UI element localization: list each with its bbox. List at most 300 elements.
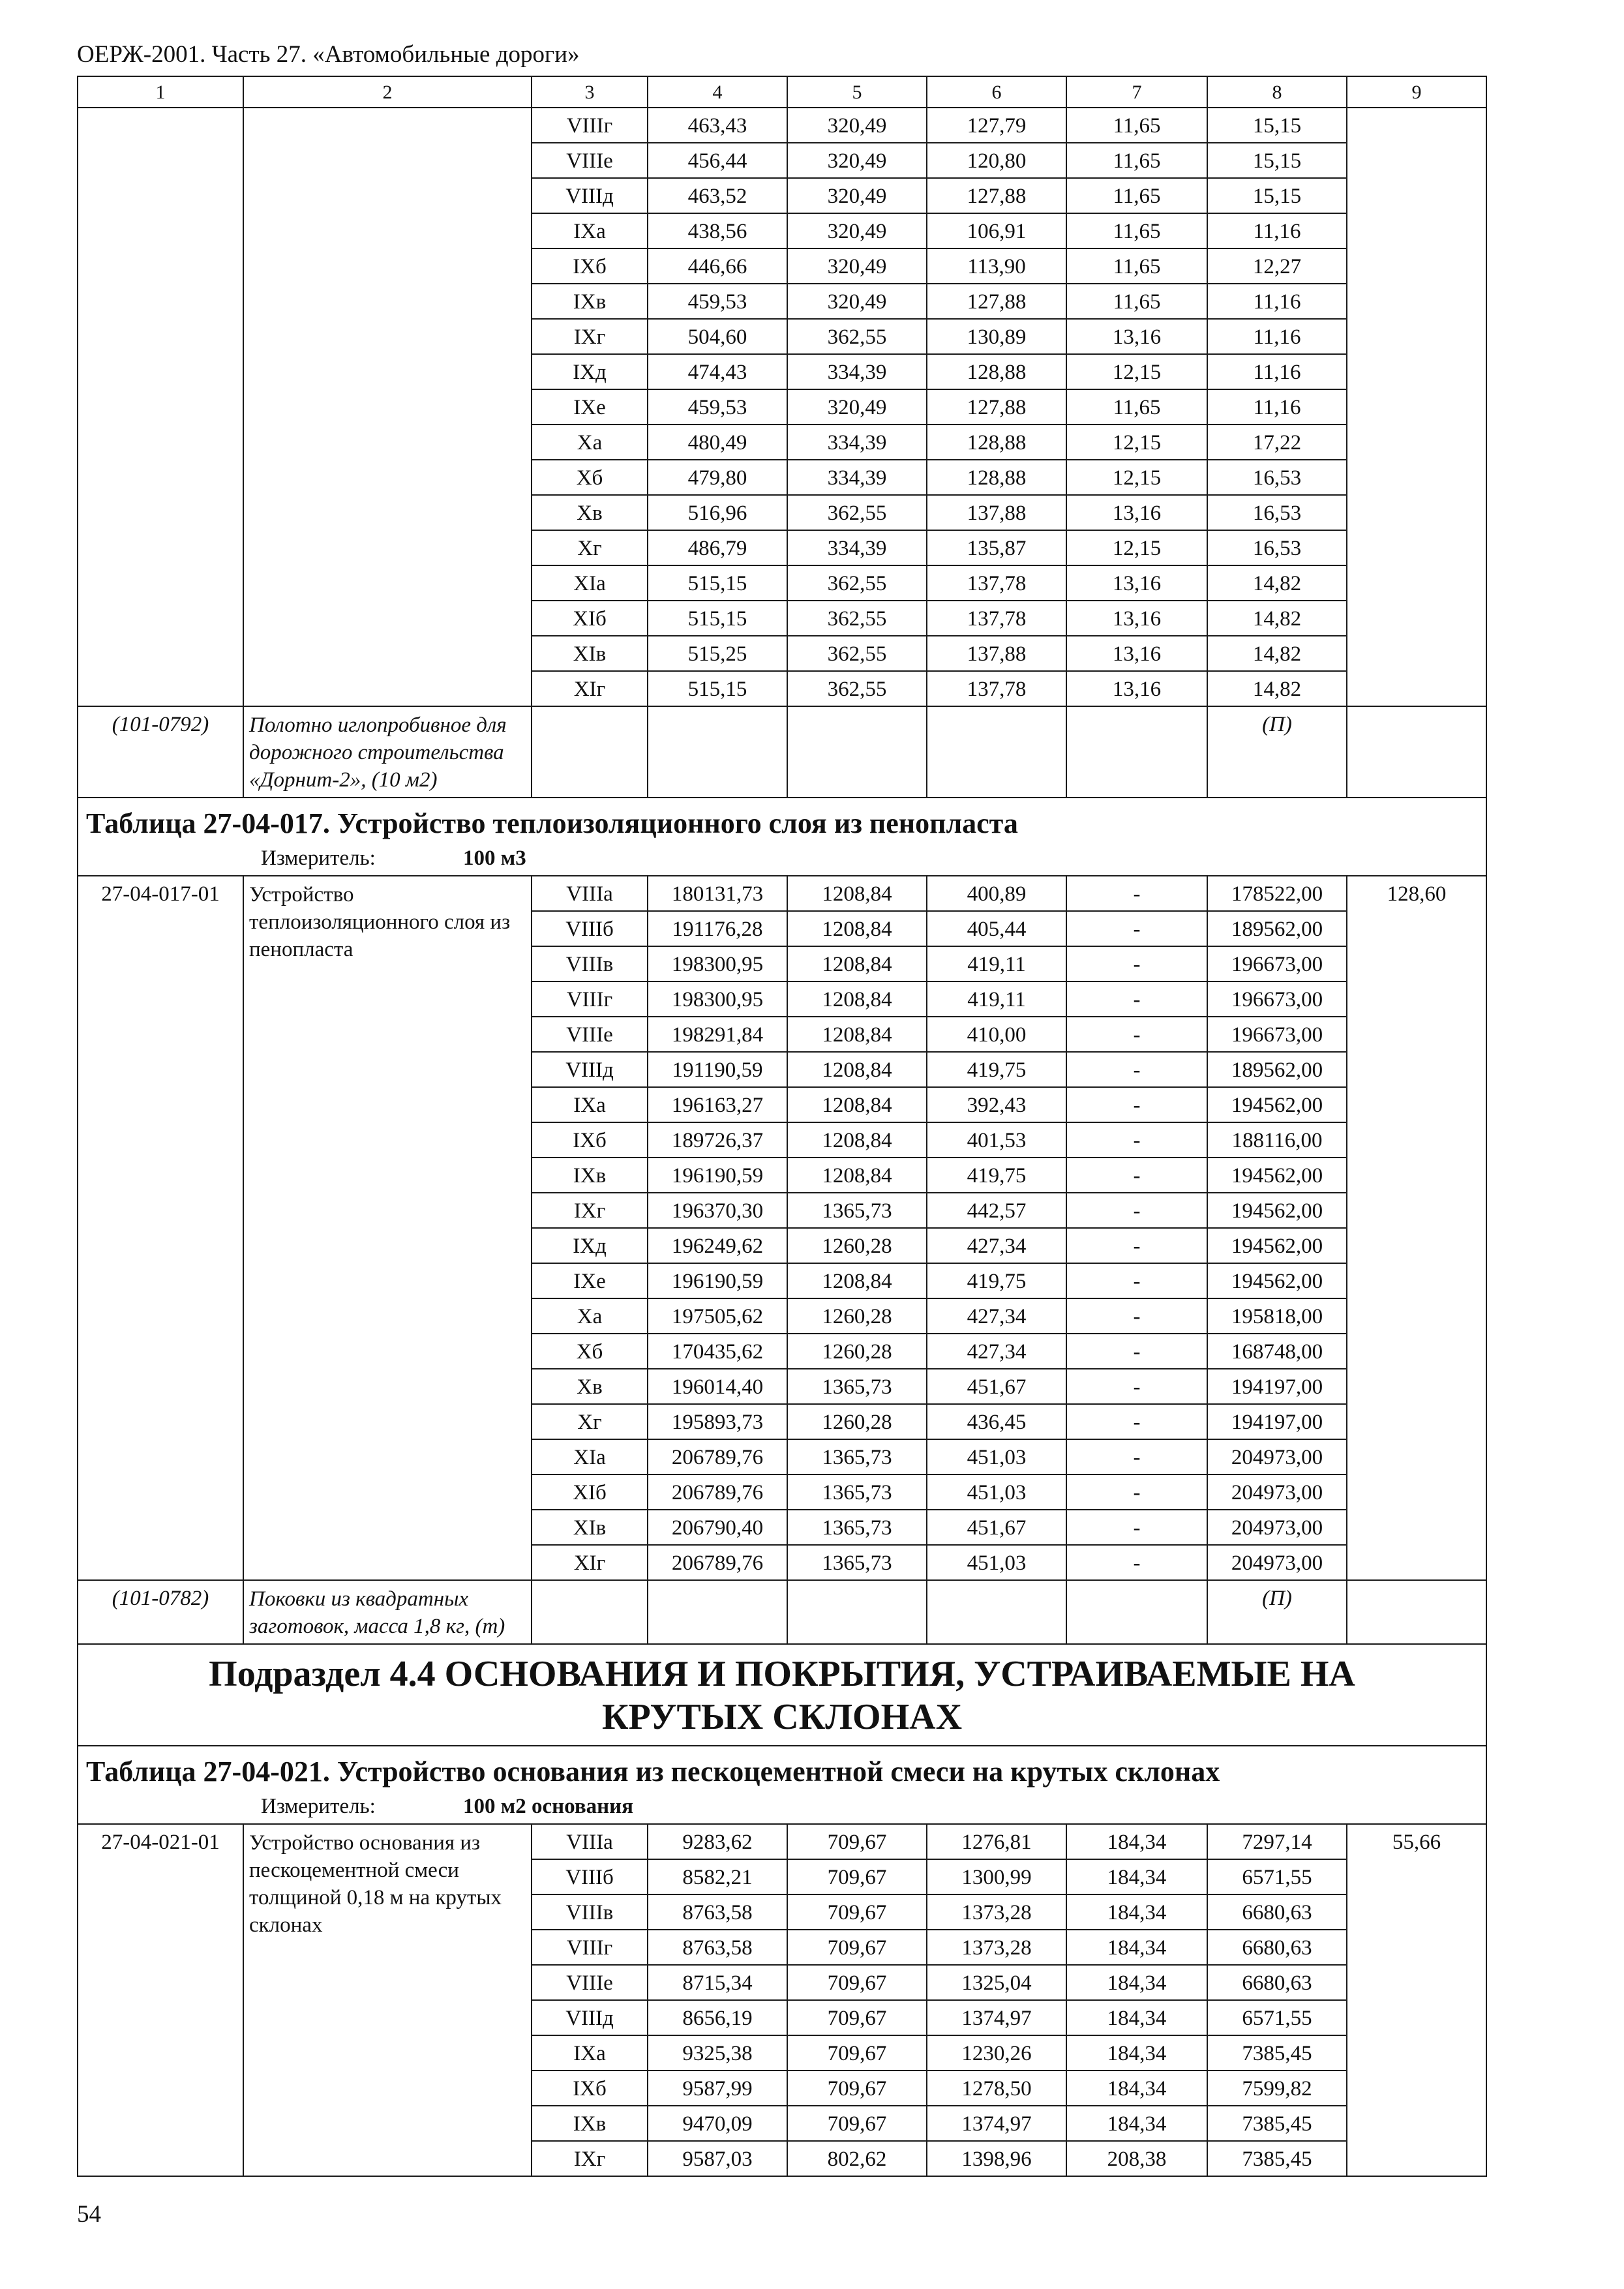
machine-cost-cell: 1300,99 xyxy=(927,1859,1066,1894)
wages-cell: 320,49 xyxy=(787,213,927,248)
machine-cost-cell: 436,45 xyxy=(927,1404,1066,1439)
machine-cost-cell: 1373,28 xyxy=(927,1930,1066,1965)
machinist-wages-cell: - xyxy=(1066,1334,1207,1369)
machinist-wages-cell: 184,34 xyxy=(1066,2035,1207,2071)
labor-cost-cell xyxy=(1347,108,1486,706)
direct-cost-cell: 463,52 xyxy=(648,178,787,213)
machinist-wages-cell: 12,15 xyxy=(1066,354,1207,389)
labor-cost-cell: 55,66 xyxy=(1347,1824,1486,2176)
column-number: 3 xyxy=(532,76,648,108)
rate-description xyxy=(243,108,532,706)
machine-cost-cell: 137,78 xyxy=(927,601,1066,636)
section-heading-row xyxy=(78,1644,1486,1746)
machinist-wages-cell: 184,34 xyxy=(1066,1965,1207,2000)
machine-cost-cell: 419,11 xyxy=(927,946,1066,981)
materials-cell: 168748,00 xyxy=(1207,1334,1347,1369)
region-cell: XIб xyxy=(532,1474,648,1510)
rate-description: Устройство основания из пескоцементной смеси толщиной 0,18 м на крутых склонах xyxy=(243,1824,532,2176)
materials-cell: 194197,00 xyxy=(1207,1369,1347,1404)
machine-cost-cell: 427,34 xyxy=(927,1334,1066,1369)
wages-cell: 362,55 xyxy=(787,601,927,636)
machine-cost-cell: 130,89 xyxy=(927,319,1066,354)
machine-cost-cell: 127,88 xyxy=(927,389,1066,425)
empty-cell xyxy=(532,706,648,798)
region-cell: XIа xyxy=(532,565,648,601)
materials-cell: 194562,00 xyxy=(1207,1263,1347,1298)
machine-cost-cell: 451,67 xyxy=(927,1510,1066,1545)
table-title: Таблица 27-04-017. Устройство теплоизоляционного слоя из пенопласта xyxy=(78,798,1486,845)
wages-cell: 1208,84 xyxy=(787,911,927,946)
materials-cell: 6680,63 xyxy=(1207,1894,1347,1930)
materials-cell: 7385,45 xyxy=(1207,2106,1347,2141)
materials-cell: 15,15 xyxy=(1207,108,1347,143)
column-number: 2 xyxy=(243,76,532,108)
materials-cell: 6680,63 xyxy=(1207,1965,1347,2000)
materials-cell: 16,53 xyxy=(1207,530,1347,565)
region-cell: IXе xyxy=(532,389,648,425)
direct-cost-cell: 196190,59 xyxy=(648,1263,787,1298)
direct-cost-cell: 9283,62 xyxy=(648,1824,787,1859)
machinist-wages-cell: - xyxy=(1066,1017,1207,1052)
labor-cost-cell: 128,60 xyxy=(1347,876,1486,1580)
running-header: ОЕРЖ-2001. Часть 27. «Автомобильные дороги» xyxy=(77,41,580,68)
region-cell: VIIIд xyxy=(532,2000,648,2035)
machine-cost-cell: 427,34 xyxy=(927,1228,1066,1263)
column-number: 6 xyxy=(927,76,1066,108)
machinist-wages-cell: 13,16 xyxy=(1066,671,1207,706)
materials-cell: 196673,00 xyxy=(1207,946,1347,981)
materials-cell: 17,22 xyxy=(1207,425,1347,460)
wages-cell: 320,49 xyxy=(787,178,927,213)
machinist-wages-cell: 184,34 xyxy=(1066,1894,1207,1930)
region-cell: VIIIб xyxy=(532,911,648,946)
materials-cell: 194562,00 xyxy=(1207,1087,1347,1122)
machinist-wages-cell: - xyxy=(1066,1439,1207,1474)
materials-cell: 195818,00 xyxy=(1207,1298,1347,1334)
direct-cost-cell: 459,53 xyxy=(648,389,787,425)
rate-description: Устройство теплоизоляционного слоя из пенопласта xyxy=(243,876,532,1580)
machinist-wages-cell: 184,34 xyxy=(1066,1930,1207,1965)
wages-cell: 1260,28 xyxy=(787,1228,927,1263)
machinist-wages-cell: - xyxy=(1066,1122,1207,1158)
materials-cell: 189562,00 xyxy=(1207,911,1347,946)
machinist-wages-cell: 11,65 xyxy=(1066,108,1207,143)
materials-cell: 15,15 xyxy=(1207,143,1347,178)
wages-cell: 709,67 xyxy=(787,1965,927,2000)
machine-cost-cell: 427,34 xyxy=(927,1298,1066,1334)
wages-cell: 362,55 xyxy=(787,671,927,706)
wages-cell: 320,49 xyxy=(787,108,927,143)
materials-cell: 196673,00 xyxy=(1207,981,1347,1017)
rate-code: 27-04-021-01 xyxy=(78,1824,243,2176)
machine-cost-cell: 128,88 xyxy=(927,460,1066,495)
unit-value: 100 м3 xyxy=(463,846,526,870)
machinist-wages-cell: - xyxy=(1066,1228,1207,1263)
machine-cost-cell: 419,75 xyxy=(927,1052,1066,1087)
rates-table-body xyxy=(78,76,1486,2176)
machine-cost-cell: 127,79 xyxy=(927,108,1066,143)
material-note-row xyxy=(78,1580,1486,1644)
direct-cost-cell: 206789,76 xyxy=(648,1545,787,1580)
direct-cost-cell: 8763,58 xyxy=(648,1930,787,1965)
machinist-wages-cell: - xyxy=(1066,1263,1207,1298)
region-cell: Xа xyxy=(532,425,648,460)
direct-cost-cell: 456,44 xyxy=(648,143,787,178)
region-cell: XIб xyxy=(532,601,648,636)
machinist-wages-cell: 11,65 xyxy=(1066,284,1207,319)
machine-cost-cell: 113,90 xyxy=(927,248,1066,284)
machinist-wages-cell: - xyxy=(1066,876,1207,911)
direct-cost-cell: 9587,99 xyxy=(648,2071,787,2106)
materials-cell: 6680,63 xyxy=(1207,1930,1347,1965)
machine-cost-cell: 137,78 xyxy=(927,671,1066,706)
materials-cell: 204973,00 xyxy=(1207,1474,1347,1510)
materials-cell: 14,82 xyxy=(1207,636,1347,671)
direct-cost-cell: 198300,95 xyxy=(648,946,787,981)
direct-cost-cell: 206789,76 xyxy=(648,1474,787,1510)
wages-cell: 1365,73 xyxy=(787,1510,927,1545)
machinist-wages-cell: 13,16 xyxy=(1066,319,1207,354)
machine-cost-cell: 1325,04 xyxy=(927,1965,1066,2000)
empty-cell xyxy=(787,706,927,798)
region-cell: XIа xyxy=(532,1439,648,1474)
empty-cell xyxy=(1347,1580,1486,1644)
direct-cost-cell: 8763,58 xyxy=(648,1894,787,1930)
machinist-wages-cell: - xyxy=(1066,911,1207,946)
direct-cost-cell: 486,79 xyxy=(648,530,787,565)
direct-cost-cell: 8582,21 xyxy=(648,1859,787,1894)
direct-cost-cell: 9587,03 xyxy=(648,2141,787,2176)
direct-cost-cell: 459,53 xyxy=(648,284,787,319)
table-row xyxy=(78,108,1486,143)
unit-value: 100 м2 основания xyxy=(463,1795,634,1818)
material-code: (101-0792) xyxy=(78,706,243,798)
materials-cell: 11,16 xyxy=(1207,319,1347,354)
materials-cell: 196673,00 xyxy=(1207,1017,1347,1052)
column-number: 4 xyxy=(648,76,787,108)
materials-cell: 12,27 xyxy=(1207,248,1347,284)
machine-cost-cell: 451,03 xyxy=(927,1439,1066,1474)
direct-cost-cell: 189726,37 xyxy=(648,1122,787,1158)
wages-cell: 1260,28 xyxy=(787,1404,927,1439)
machine-cost-cell: 1276,81 xyxy=(927,1824,1066,1859)
region-cell: Xб xyxy=(532,460,648,495)
wages-cell: 1365,73 xyxy=(787,1545,927,1580)
direct-cost-cell: 198291,84 xyxy=(648,1017,787,1052)
direct-cost-cell: 197505,62 xyxy=(648,1298,787,1334)
region-cell: XIг xyxy=(532,671,648,706)
material-class: (П) xyxy=(1207,1580,1347,1644)
wages-cell: 1365,73 xyxy=(787,1474,927,1510)
material-description: Поковки из квадратных заготовок, масса 1,8 кг, (т) xyxy=(243,1580,532,1644)
region-cell: VIIIд xyxy=(532,1052,648,1087)
materials-cell: 14,82 xyxy=(1207,601,1347,636)
direct-cost-cell: 196370,30 xyxy=(648,1193,787,1228)
machinist-wages-cell: - xyxy=(1066,1510,1207,1545)
machinist-wages-cell: - xyxy=(1066,1474,1207,1510)
direct-cost-cell: 195893,73 xyxy=(648,1404,787,1439)
table-row xyxy=(78,1824,1486,1859)
materials-cell: 11,16 xyxy=(1207,284,1347,319)
wages-cell: 1208,84 xyxy=(787,1263,927,1298)
region-cell: XIг xyxy=(532,1545,648,1580)
direct-cost-cell: 515,25 xyxy=(648,636,787,671)
machine-cost-cell: 419,75 xyxy=(927,1158,1066,1193)
machinist-wages-cell: - xyxy=(1066,1545,1207,1580)
materials-cell: 178522,00 xyxy=(1207,876,1347,911)
wages-cell: 1208,84 xyxy=(787,876,927,911)
region-cell: VIIIг xyxy=(532,108,648,143)
machinist-wages-cell: - xyxy=(1066,1087,1207,1122)
machine-cost-cell: 1278,50 xyxy=(927,2071,1066,2106)
machinist-wages-cell: 184,34 xyxy=(1066,2106,1207,2141)
empty-cell xyxy=(787,1580,927,1644)
materials-cell: 14,82 xyxy=(1207,671,1347,706)
machinist-wages-cell: 13,16 xyxy=(1066,495,1207,530)
region-cell: XIв xyxy=(532,636,648,671)
machine-cost-cell: 1374,97 xyxy=(927,2000,1066,2035)
machinist-wages-cell: 11,65 xyxy=(1066,248,1207,284)
wages-cell: 709,67 xyxy=(787,2106,927,2141)
direct-cost-cell: 515,15 xyxy=(648,601,787,636)
machinist-wages-cell: 208,38 xyxy=(1066,2141,1207,2176)
wages-cell: 1208,84 xyxy=(787,1052,927,1087)
machinist-wages-cell: 184,34 xyxy=(1066,2071,1207,2106)
direct-cost-cell: 479,80 xyxy=(648,460,787,495)
materials-cell: 7599,82 xyxy=(1207,2071,1347,2106)
machine-cost-cell: 419,75 xyxy=(927,1263,1066,1298)
region-cell: IXг xyxy=(532,1193,648,1228)
direct-cost-cell: 196190,59 xyxy=(648,1158,787,1193)
direct-cost-cell: 438,56 xyxy=(648,213,787,248)
direct-cost-cell: 515,15 xyxy=(648,671,787,706)
material-description: Полотно иглопробивное для дорожного строительства «Дорнит-2», (10 м2) xyxy=(243,706,532,798)
machinist-wages-cell: - xyxy=(1066,1404,1207,1439)
empty-cell xyxy=(648,1580,787,1644)
direct-cost-cell: 191190,59 xyxy=(648,1052,787,1087)
wages-cell: 362,55 xyxy=(787,495,927,530)
materials-cell: 11,16 xyxy=(1207,389,1347,425)
wages-cell: 362,55 xyxy=(787,319,927,354)
wages-cell: 1208,84 xyxy=(787,1158,927,1193)
machinist-wages-cell: - xyxy=(1066,1052,1207,1087)
wages-cell: 709,67 xyxy=(787,1894,927,1930)
machinist-wages-cell: 184,34 xyxy=(1066,1824,1207,1859)
rates-table xyxy=(77,76,1487,2177)
section-heading-line: КРУТЫХ СКЛОНАХ xyxy=(601,1697,963,1737)
region-cell: Xв xyxy=(532,1369,648,1404)
direct-cost-cell: 198300,95 xyxy=(648,981,787,1017)
region-cell: IXа xyxy=(532,1087,648,1122)
machinist-wages-cell: 13,16 xyxy=(1066,636,1207,671)
column-number: 7 xyxy=(1066,76,1207,108)
region-cell: VIIIа xyxy=(532,1824,648,1859)
region-cell: Xг xyxy=(532,1404,648,1439)
region-cell: VIIIг xyxy=(532,981,648,1017)
materials-cell: 7385,45 xyxy=(1207,2035,1347,2071)
machine-cost-cell: 137,78 xyxy=(927,565,1066,601)
direct-cost-cell: 446,66 xyxy=(648,248,787,284)
machine-cost-cell: 127,88 xyxy=(927,284,1066,319)
material-note-row xyxy=(78,706,1486,798)
region-cell: VIIIв xyxy=(532,946,648,981)
direct-cost-cell: 191176,28 xyxy=(648,911,787,946)
materials-cell: 6571,55 xyxy=(1207,1859,1347,1894)
direct-cost-cell: 9325,38 xyxy=(648,2035,787,2071)
machine-cost-cell: 135,87 xyxy=(927,530,1066,565)
region-cell: IXа xyxy=(532,2035,648,2071)
direct-cost-cell: 8715,34 xyxy=(648,1965,787,2000)
empty-cell xyxy=(648,706,787,798)
region-cell: IXб xyxy=(532,2071,648,2106)
wages-cell: 1208,84 xyxy=(787,1017,927,1052)
materials-cell: 194197,00 xyxy=(1207,1404,1347,1439)
machine-cost-cell: 106,91 xyxy=(927,213,1066,248)
materials-cell: 11,16 xyxy=(1207,354,1347,389)
wages-cell: 1365,73 xyxy=(787,1369,927,1404)
direct-cost-cell: 196249,62 xyxy=(648,1228,787,1263)
machine-cost-cell: 451,03 xyxy=(927,1545,1066,1580)
direct-cost-cell: 474,43 xyxy=(648,354,787,389)
wages-cell: 334,39 xyxy=(787,460,927,495)
region-cell: VIIIв xyxy=(532,1894,648,1930)
region-cell: VIIIа xyxy=(532,876,648,911)
rate-code: 27-04-017-01 xyxy=(78,876,243,1580)
materials-cell: 204973,00 xyxy=(1207,1510,1347,1545)
direct-cost-cell: 180131,73 xyxy=(648,876,787,911)
direct-cost-cell: 8656,19 xyxy=(648,2000,787,2035)
wages-cell: 1208,84 xyxy=(787,1087,927,1122)
machine-cost-cell: 1374,97 xyxy=(927,2106,1066,2141)
region-cell: IXб xyxy=(532,248,648,284)
machine-cost-cell: 442,57 xyxy=(927,1193,1066,1228)
materials-cell: 204973,00 xyxy=(1207,1545,1347,1580)
rate-code xyxy=(78,108,243,706)
machine-cost-cell: 120,80 xyxy=(927,143,1066,178)
machinist-wages-cell: 12,15 xyxy=(1066,530,1207,565)
machinist-wages-cell: 11,65 xyxy=(1066,178,1207,213)
wages-cell: 1260,28 xyxy=(787,1298,927,1334)
machinist-wages-cell: 184,34 xyxy=(1066,2000,1207,2035)
direct-cost-cell: 516,96 xyxy=(648,495,787,530)
table-title-row xyxy=(78,1746,1486,1793)
column-number: 5 xyxy=(787,76,927,108)
machinist-wages-cell: - xyxy=(1066,946,1207,981)
column-number: 9 xyxy=(1347,76,1486,108)
unit-label: Измеритель: xyxy=(261,1795,376,1818)
direct-cost-cell: 463,43 xyxy=(648,108,787,143)
table-unit-row xyxy=(78,845,1486,876)
table-title-row xyxy=(78,798,1486,845)
materials-cell: 7385,45 xyxy=(1207,2141,1347,2176)
material-code: (101-0782) xyxy=(78,1580,243,1644)
machinist-wages-cell: 11,65 xyxy=(1066,389,1207,425)
unit-label: Измеритель: xyxy=(261,846,376,870)
column-number-row xyxy=(78,76,1486,108)
machine-cost-cell: 128,88 xyxy=(927,354,1066,389)
empty-cell xyxy=(532,1580,648,1644)
materials-cell: 6571,55 xyxy=(1207,2000,1347,2035)
machine-cost-cell: 1373,28 xyxy=(927,1894,1066,1930)
machine-cost-cell: 127,88 xyxy=(927,178,1066,213)
wages-cell: 709,67 xyxy=(787,2035,927,2071)
table-unit-row xyxy=(78,1793,1486,1824)
direct-cost-cell: 206790,40 xyxy=(648,1510,787,1545)
region-cell: Xв xyxy=(532,495,648,530)
region-cell: IXд xyxy=(532,1228,648,1263)
machine-cost-cell: 128,88 xyxy=(927,425,1066,460)
region-cell: IXг xyxy=(532,2141,648,2176)
section-heading-line: Подраздел 4.4 ОСНОВАНИЯ И ПОКРЫТИЯ, УСТРАИВАЕМЫЕ НА xyxy=(209,1654,1355,1694)
region-cell: Xг xyxy=(532,530,648,565)
wages-cell: 802,62 xyxy=(787,2141,927,2176)
table-title: Таблица 27-04-021. Устройство основания из пескоцементной смеси на крутых склонах xyxy=(78,1746,1486,1793)
section-heading xyxy=(78,1644,1486,1746)
machine-cost-cell: 401,53 xyxy=(927,1122,1066,1158)
machinist-wages-cell: 12,15 xyxy=(1066,460,1207,495)
region-cell: Xб xyxy=(532,1334,648,1369)
machinist-wages-cell: 13,16 xyxy=(1066,601,1207,636)
wages-cell: 709,67 xyxy=(787,2071,927,2106)
machine-cost-cell: 137,88 xyxy=(927,636,1066,671)
region-cell: IXв xyxy=(532,2106,648,2141)
direct-cost-cell: 206789,76 xyxy=(648,1439,787,1474)
table-row xyxy=(78,876,1486,911)
empty-cell xyxy=(927,706,1066,798)
region-cell: VIIIе xyxy=(532,1965,648,2000)
machinist-wages-cell: - xyxy=(1066,1298,1207,1334)
direct-cost-cell: 170435,62 xyxy=(648,1334,787,1369)
region-cell: VIIIе xyxy=(532,143,648,178)
region-cell: XIв xyxy=(532,1510,648,1545)
table-unit xyxy=(78,845,1486,876)
empty-cell xyxy=(1347,706,1486,798)
direct-cost-cell: 504,60 xyxy=(648,319,787,354)
machinist-wages-cell: - xyxy=(1066,981,1207,1017)
machinist-wages-cell: 11,65 xyxy=(1066,213,1207,248)
wages-cell: 1208,84 xyxy=(787,981,927,1017)
table-unit xyxy=(78,1793,1486,1824)
machine-cost-cell: 405,44 xyxy=(927,911,1066,946)
region-cell: IXв xyxy=(532,284,648,319)
region-cell: IXг xyxy=(532,319,648,354)
materials-cell: 16,53 xyxy=(1207,495,1347,530)
machinist-wages-cell: - xyxy=(1066,1193,1207,1228)
column-number: 1 xyxy=(78,76,243,108)
wages-cell: 334,39 xyxy=(787,530,927,565)
wages-cell: 1260,28 xyxy=(787,1334,927,1369)
wages-cell: 709,67 xyxy=(787,1859,927,1894)
direct-cost-cell: 196163,27 xyxy=(648,1087,787,1122)
machinist-wages-cell: 13,16 xyxy=(1066,565,1207,601)
machinist-wages-cell: 12,15 xyxy=(1066,425,1207,460)
machine-cost-cell: 410,00 xyxy=(927,1017,1066,1052)
region-cell: VIIIг xyxy=(532,1930,648,1965)
region-cell: IXд xyxy=(532,354,648,389)
machine-cost-cell: 137,88 xyxy=(927,495,1066,530)
wages-cell: 320,49 xyxy=(787,143,927,178)
materials-cell: 194562,00 xyxy=(1207,1228,1347,1263)
wages-cell: 320,49 xyxy=(787,284,927,319)
empty-cell xyxy=(1066,1580,1207,1644)
region-cell: VIIIд xyxy=(532,178,648,213)
wages-cell: 334,39 xyxy=(787,354,927,389)
materials-cell: 204973,00 xyxy=(1207,1439,1347,1474)
machine-cost-cell: 400,89 xyxy=(927,876,1066,911)
region-cell: IXа xyxy=(532,213,648,248)
machine-cost-cell: 1398,96 xyxy=(927,2141,1066,2176)
wages-cell: 1208,84 xyxy=(787,1122,927,1158)
